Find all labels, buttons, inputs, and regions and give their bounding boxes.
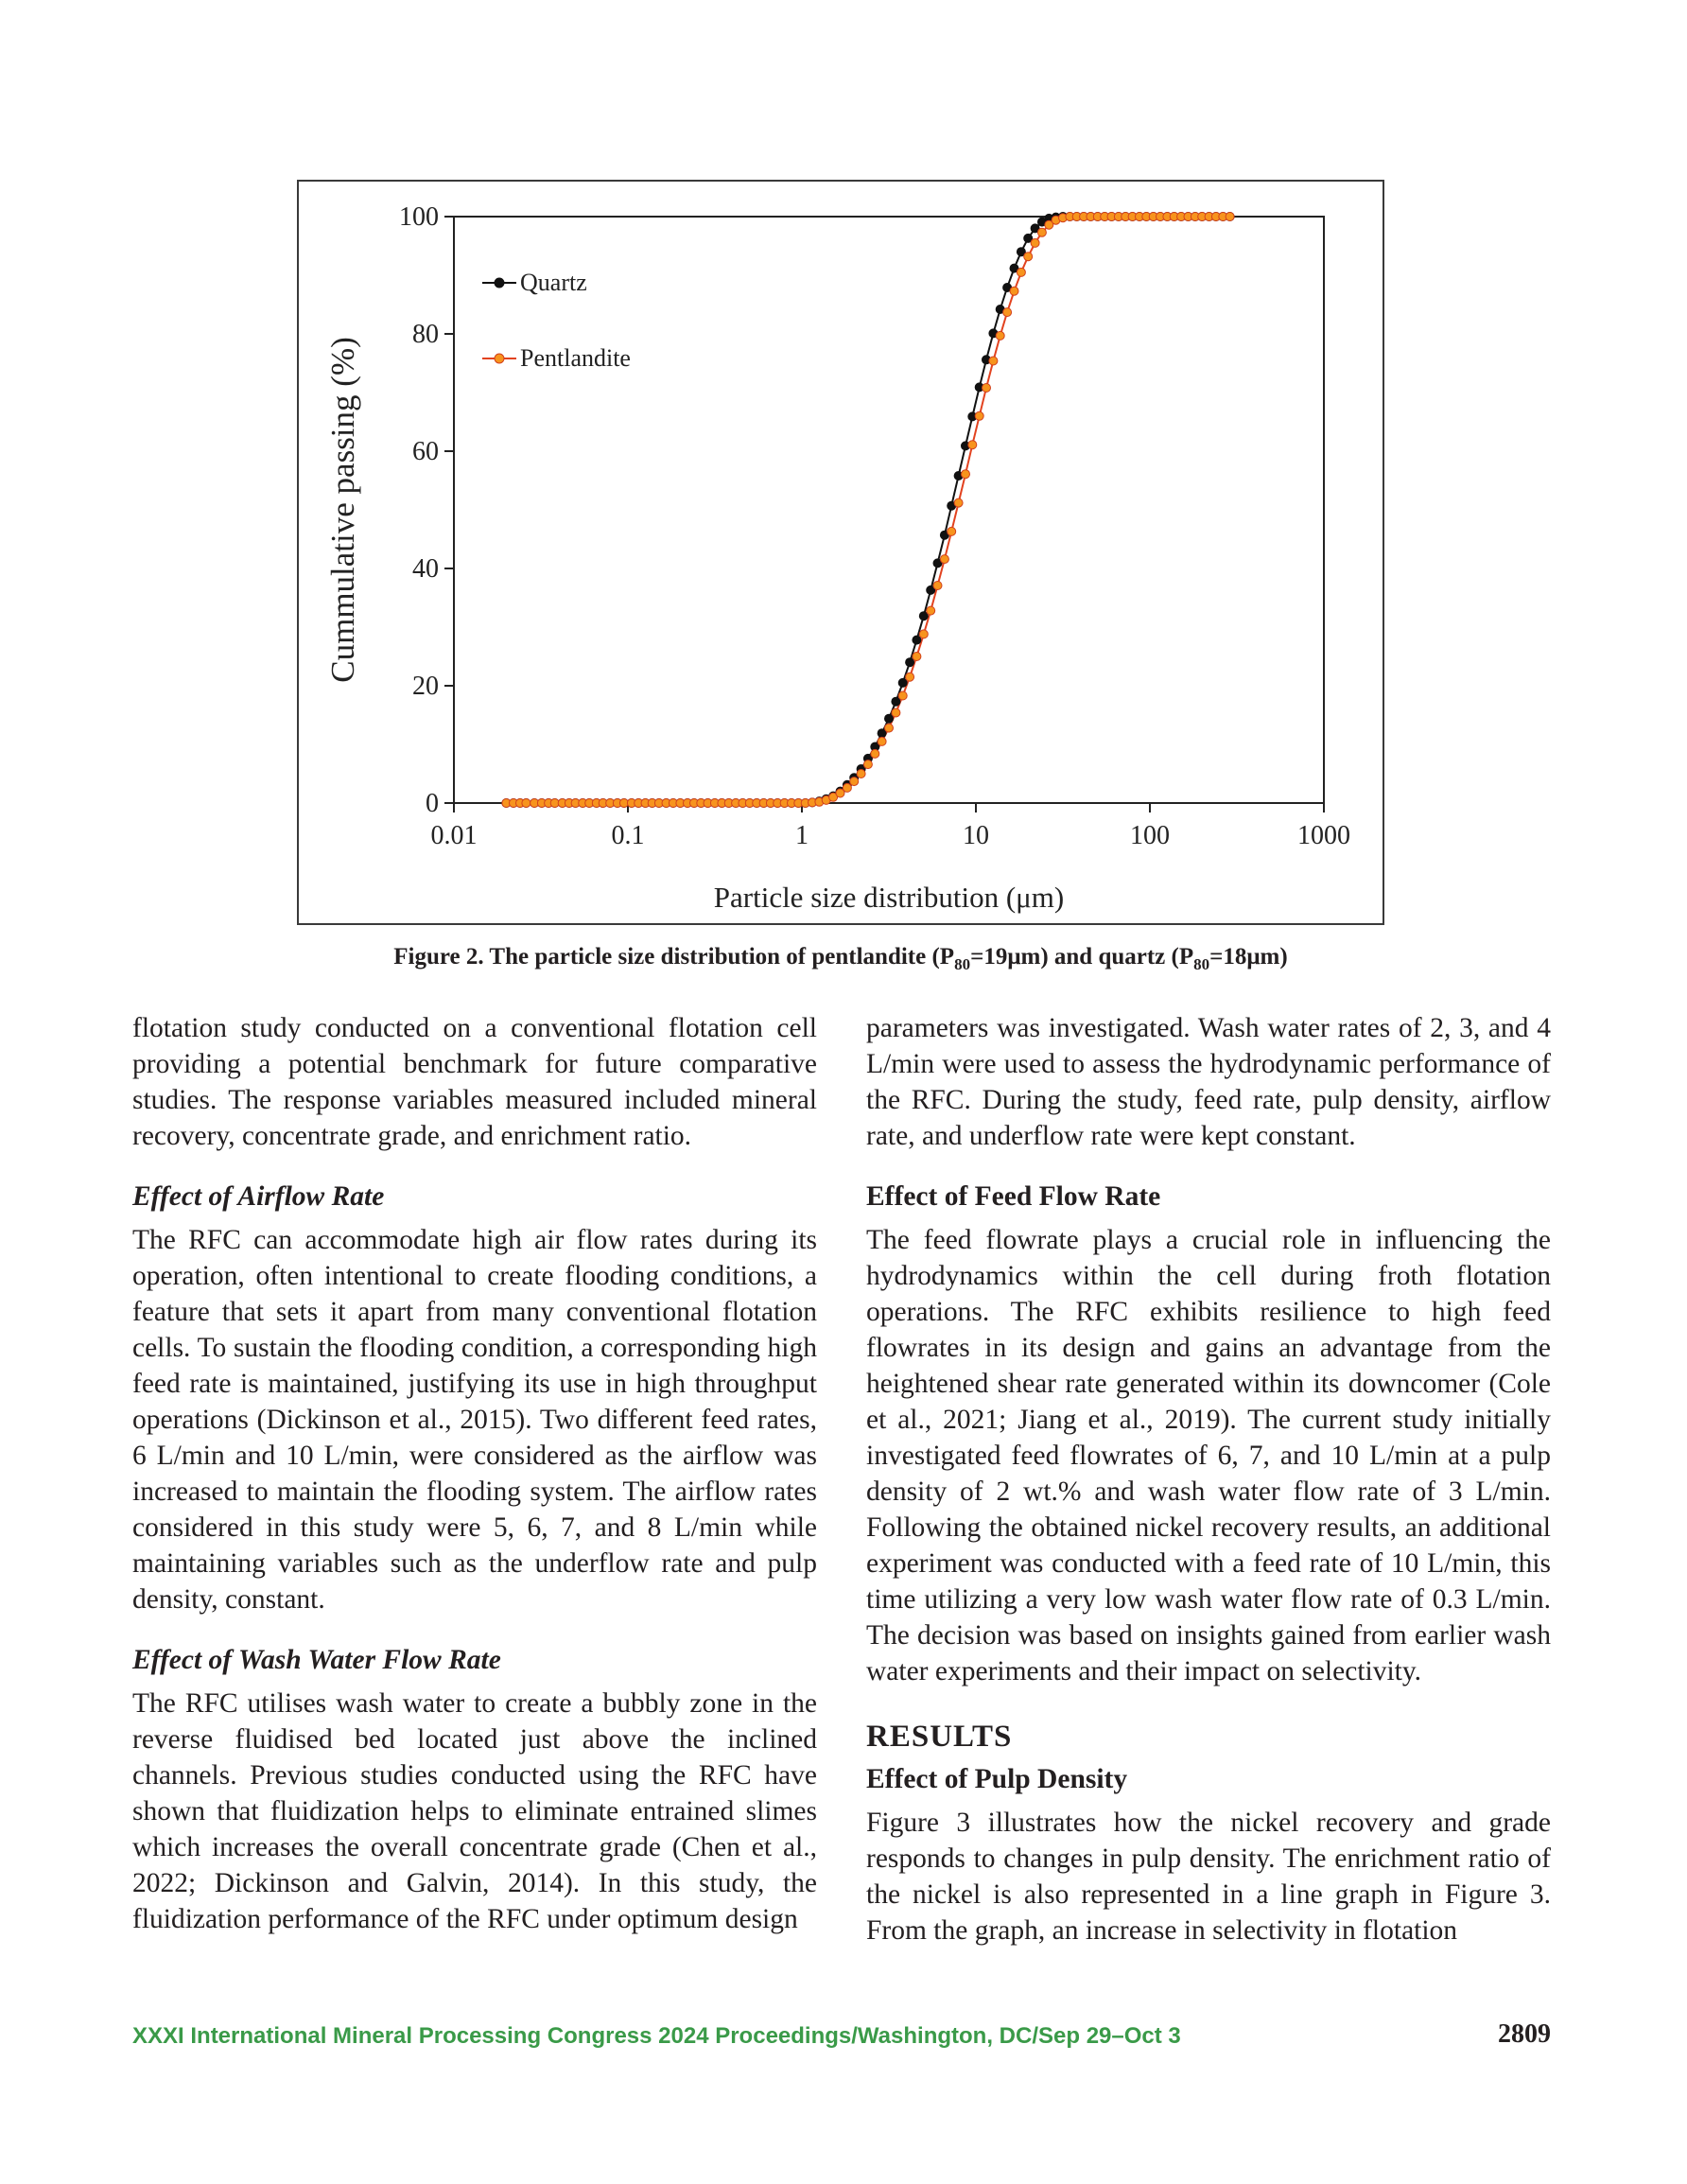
x-tick-label: 100 xyxy=(1130,821,1170,850)
data-point-quartz xyxy=(906,658,914,667)
data-point-quartz xyxy=(885,714,894,723)
data-point-pentlandite xyxy=(1003,308,1012,317)
data-point-pentlandite xyxy=(522,799,530,808)
paragraph: Figure 3 illustrates how the nickel recovery and grade responds to changes in pulp density. The enrichment ratio of the nickel is also represented in a line graph in Figure 3. From the graph, an increase in selectivity in flotation xyxy=(866,1808,1551,1946)
data-point-pentlandite xyxy=(996,331,1004,340)
psd-chart xyxy=(299,182,1383,923)
data-point-pentlandite xyxy=(892,708,900,717)
figure-frame xyxy=(297,180,1384,925)
data-point-pentlandite xyxy=(1024,253,1033,261)
data-point-pentlandite xyxy=(983,384,991,393)
data-point-quartz xyxy=(898,678,907,687)
series-line-quartz xyxy=(506,217,1229,803)
data-point-pentlandite xyxy=(954,498,963,507)
paragraph: The RFC utilises wash water to create a bubbly zone in the reverse fluidised bed located just above the inclined channels. Previous studies conducted using the RFC have shown that fluidization helps to eliminate entrained slimes which increases the overall concentrate grade (Chen et al., 2022; Dickinson and Galvin, 2014). In this study, the fluidization performance of the RFC under optimum design xyxy=(132,1688,817,1934)
data-point-pentlandite xyxy=(913,653,921,661)
left-column xyxy=(132,1010,817,1937)
paragraph: parameters was investigated. Wash water rates of 2, 3, and 4 L/min were used to assess the hydrodynamic performance of the RFC. During the study, feed rate, pulp density, airflow rate, and underflow rate were kept constant. xyxy=(866,1013,1551,1151)
figure-caption: Figure 2. The particle size distribution of pentlandite $(P_{80}=19\mu m)$ and quartz $(P_{80}=18\mu m)$ xyxy=(393,944,1288,973)
heading-pulp-density: Effect of Pulp Density xyxy=(866,1764,1128,1794)
data-point-pentlandite xyxy=(843,783,851,792)
y-tick-label: 0 xyxy=(426,789,439,818)
data-point-pentlandite xyxy=(1017,268,1025,276)
data-point-pentlandite xyxy=(857,770,865,778)
data-point-pentlandite xyxy=(1226,213,1234,221)
y-tick-label: 100 xyxy=(399,202,439,232)
data-point-pentlandite xyxy=(968,441,977,449)
data-point-pentlandite xyxy=(1037,228,1046,236)
paragraph: The RFC can accommodate high air flow rates during its operation, often intentional to create flooding conditions, a feature that sets it apart from many conventional flotation cells. To sustain the flooding condition, a corresponding high feed rate is maintained, justifying its use in high throughput operations (Dickinson et al., 2015). Two different feed rates, 6 L/min and 10 L/min, were considered as the airflow was increased to maintain the flooding system. The airflow rates considered in this study were 5, 6, 7, and 8 L/min while maintaining variables such as the underflow rate and pulp density, constant. xyxy=(132,1225,817,1615)
x-tick-label: 0.1 xyxy=(611,821,645,850)
x-tick-label: 1 xyxy=(795,821,809,850)
x-axis-label: Particle size distribution (μm) xyxy=(713,881,1065,914)
section-heading-results: RESULTS xyxy=(866,1720,1013,1754)
heading-airflow-rate: Effect of Airflow Rate xyxy=(132,1181,385,1212)
data-point-pentlandite xyxy=(850,778,859,786)
y-tick-label: 80 xyxy=(412,320,439,349)
data-point-pentlandite xyxy=(919,630,928,638)
x-tick-label: 0.01 xyxy=(430,821,478,850)
data-point-pentlandite xyxy=(863,760,872,769)
right-column xyxy=(866,1010,1551,1948)
data-point-pentlandite xyxy=(906,673,914,681)
y-tick-label: 60 xyxy=(412,437,439,466)
data-point-pentlandite xyxy=(962,470,970,479)
x-tick-label: 10 xyxy=(963,821,989,850)
y-axis-label: Cummulative passing (%) xyxy=(324,337,361,683)
data-point-quartz xyxy=(892,697,900,706)
paragraph: flotation study conducted on a conventional flotation cell providing a potential benchmark for future comparative studies. The response variables measured included mineral recovery, concentrate grade, and enrichment ratio. xyxy=(132,1013,817,1151)
data-point-pentlandite xyxy=(871,749,879,758)
data-point-pentlandite xyxy=(933,582,942,590)
data-point-pentlandite xyxy=(898,691,907,700)
data-point-pentlandite xyxy=(975,411,983,420)
legend-label-quartz: Quartz xyxy=(520,269,587,296)
data-point-pentlandite xyxy=(1010,287,1018,295)
data-point-pentlandite xyxy=(948,527,956,535)
legend-label-pentlandite: Pentlandite xyxy=(520,344,631,372)
data-point-pentlandite xyxy=(940,555,948,564)
data-point-pentlandite xyxy=(878,737,886,745)
legend-marker-pentlandite xyxy=(495,354,504,363)
data-point-pentlandite xyxy=(1031,238,1039,247)
heading-feed-flow-rate: Effect of Feed Flow Rate xyxy=(866,1181,1161,1212)
paragraph: The feed flowrate plays a crucial role in influencing the hydrodynamics within the cell during froth flotation operations. The RFC exhibits resilience to high feed flowrates in its design and gains an advantage from the heightened shear rate generated within its downcomer (Cole et al., 2021; Jiang et al., 2019). The current study initially investigated feed flowrates of 6, 7, and 10 L/min at a pulp density of 2 wt.% and wash water flow rate of 3 L/min. Following the obtained nickel recovery results, an additional experiment was conducted with a feed rate of 10 L/min, this time utilizing a very low wash water flow rate of 0.3 L/min. The decision was based on insights gained from earlier wash water experiments and their impact on selectivity. xyxy=(866,1225,1551,1686)
footer-proceedings: XXXI International Mineral Processing Congress 2024 Proceedings/Washington, DC/Sep 29–Oct 3 xyxy=(132,2023,1181,2049)
heading-wash-water-flow-rate: Effect of Wash Water Flow Rate xyxy=(132,1645,501,1675)
data-point-pentlandite xyxy=(927,606,935,615)
legend-marker-quartz xyxy=(495,278,504,288)
data-point-quartz xyxy=(913,636,921,644)
series-line-pentlandite xyxy=(506,217,1229,803)
y-tick-label: 40 xyxy=(412,554,439,584)
page-number: 2809 xyxy=(1498,2019,1551,2049)
data-point-pentlandite xyxy=(885,724,894,732)
x-tick-label: 1000 xyxy=(1297,821,1350,850)
data-point-pentlandite xyxy=(989,357,998,365)
y-tick-label: 20 xyxy=(412,672,439,701)
